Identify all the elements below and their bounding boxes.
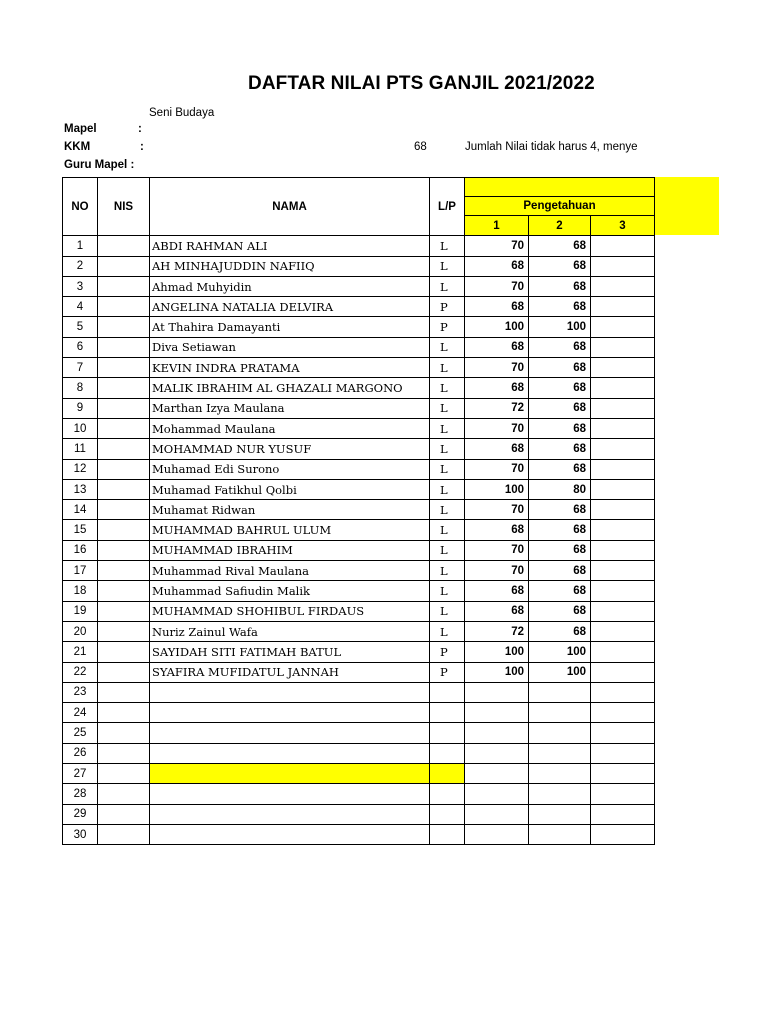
cell-score-2: 68 — [529, 358, 591, 378]
cell-nis — [98, 378, 150, 398]
cell-lp — [430, 723, 465, 743]
cell-score-2: 68 — [529, 459, 591, 479]
cell-lp — [430, 764, 465, 784]
table-row — [63, 398, 655, 418]
cell-score-2: 68 — [529, 581, 591, 601]
cell-score-2: 100 — [529, 642, 591, 662]
cell-no: 19 — [63, 601, 98, 621]
cell-lp: L — [430, 358, 465, 378]
cell-no: 15 — [63, 520, 98, 540]
cell-nis — [98, 784, 150, 804]
table-row — [63, 703, 655, 723]
cell-score-3 — [591, 398, 655, 418]
header-sub-1: 1 — [465, 216, 529, 236]
cell-lp — [430, 804, 465, 824]
cell-nis — [98, 236, 150, 256]
cell-score-2 — [529, 784, 591, 804]
cell-score-1: 100 — [465, 642, 529, 662]
header-row-top — [63, 178, 655, 197]
cell-no: 25 — [63, 723, 98, 743]
cell-lp — [430, 824, 465, 844]
cell-score-2: 68 — [529, 561, 591, 581]
cell-nis — [98, 682, 150, 702]
cell-no: 4 — [63, 297, 98, 317]
table-row — [63, 256, 655, 276]
header-lp: L/P — [430, 178, 465, 236]
cell-nama: MUHAMMAD SHOHIBUL FIRDAUS — [150, 601, 430, 621]
cell-score-3 — [591, 500, 655, 520]
cell-score-3 — [591, 703, 655, 723]
cell-score-3 — [591, 743, 655, 763]
cell-score-3 — [591, 439, 655, 459]
mapel-label: Mapel — [64, 123, 97, 135]
cell-no: 30 — [63, 824, 98, 844]
cell-no: 29 — [63, 804, 98, 824]
cell-score-1: 100 — [465, 479, 529, 499]
cell-score-3 — [591, 764, 655, 784]
grade-table — [62, 177, 655, 845]
table-row — [63, 601, 655, 621]
cell-nama: MOHAMMAD NUR YUSUF — [150, 439, 430, 459]
cell-score-2 — [529, 824, 591, 844]
cell-score-2 — [529, 703, 591, 723]
header-group-top — [465, 178, 655, 197]
cell-nis — [98, 398, 150, 418]
cell-score-3 — [591, 276, 655, 296]
cell-score-1: 70 — [465, 500, 529, 520]
cell-lp — [430, 743, 465, 763]
cell-score-1: 70 — [465, 459, 529, 479]
cell-score-2: 68 — [529, 540, 591, 560]
table-row — [63, 479, 655, 499]
table-row — [63, 764, 655, 784]
cell-score-2 — [529, 764, 591, 784]
cell-nis — [98, 581, 150, 601]
cell-score-1: 70 — [465, 561, 529, 581]
cell-nama — [150, 784, 430, 804]
cell-score-3 — [591, 824, 655, 844]
cell-no: 7 — [63, 358, 98, 378]
table-row — [63, 723, 655, 743]
table-row — [63, 378, 655, 398]
cell-lp: L — [430, 500, 465, 520]
cell-lp: L — [430, 439, 465, 459]
header-sub-2: 2 — [529, 216, 591, 236]
table-row — [63, 500, 655, 520]
cell-nama: ABDI RAHMAN ALI — [150, 236, 430, 256]
cell-nama: SYAFIRA MUFIDATUL JANNAH — [150, 662, 430, 682]
kkm-colon: : — [140, 141, 144, 153]
cell-no: 16 — [63, 540, 98, 560]
cell-lp: L — [430, 459, 465, 479]
cell-nis — [98, 256, 150, 276]
cell-lp: L — [430, 418, 465, 438]
cell-no: 22 — [63, 662, 98, 682]
cell-score-2: 68 — [529, 236, 591, 256]
table-row — [63, 581, 655, 601]
cell-score-2 — [529, 723, 591, 743]
cell-score-3 — [591, 561, 655, 581]
cell-score-2: 68 — [529, 601, 591, 621]
cell-lp: L — [430, 621, 465, 641]
cell-nama: AH MINHAJUDDIN NAFIIQ — [150, 256, 430, 276]
cell-score-1: 68 — [465, 378, 529, 398]
page-title: DAFTAR NILAI PTS GANJIL 2021/2022 — [248, 73, 595, 94]
cell-score-2 — [529, 682, 591, 702]
cell-score-2: 68 — [529, 337, 591, 357]
cell-nama: Muhamad Fatikhul Qolbi — [150, 479, 430, 499]
header-nis: NIS — [98, 178, 150, 236]
cell-score-1: 100 — [465, 317, 529, 337]
cell-nama: Ahmad Muhyidin — [150, 276, 430, 296]
cell-lp — [430, 784, 465, 804]
cell-nis — [98, 561, 150, 581]
cell-score-3 — [591, 297, 655, 317]
cell-score-1 — [465, 804, 529, 824]
cell-no: 12 — [63, 459, 98, 479]
cell-no: 13 — [63, 479, 98, 499]
cell-score-2: 68 — [529, 439, 591, 459]
cell-lp: L — [430, 601, 465, 621]
cell-lp — [430, 703, 465, 723]
table-row — [63, 358, 655, 378]
cell-no: 27 — [63, 764, 98, 784]
cell-score-2 — [529, 743, 591, 763]
cell-nis — [98, 703, 150, 723]
cell-nama — [150, 764, 430, 784]
cell-score-1: 70 — [465, 236, 529, 256]
cell-score-3 — [591, 520, 655, 540]
cell-nama: Nuriz Zainul Wafa — [150, 621, 430, 641]
cell-nis — [98, 297, 150, 317]
cell-no: 18 — [63, 581, 98, 601]
cell-no: 24 — [63, 703, 98, 723]
cell-nama: At Thahira Damayanti — [150, 317, 430, 337]
cell-lp: L — [430, 256, 465, 276]
table-row — [63, 682, 655, 702]
cell-nama: ANGELINA NATALIA DELVIRA — [150, 297, 430, 317]
cell-no: 9 — [63, 398, 98, 418]
cell-score-2: 68 — [529, 378, 591, 398]
cell-lp: L — [430, 337, 465, 357]
cell-score-3 — [591, 642, 655, 662]
cell-no: 26 — [63, 743, 98, 763]
cell-lp: L — [430, 520, 465, 540]
table-row — [63, 236, 655, 256]
cell-nis — [98, 479, 150, 499]
cell-score-1: 68 — [465, 581, 529, 601]
cell-score-1: 70 — [465, 358, 529, 378]
cell-nis — [98, 723, 150, 743]
cell-nis — [98, 337, 150, 357]
cell-score-3 — [591, 804, 655, 824]
table-row — [63, 561, 655, 581]
cell-nama: Mohammad Maulana — [150, 418, 430, 438]
cell-nama: MUHAMMAD IBRAHIM — [150, 540, 430, 560]
table-row — [63, 297, 655, 317]
cell-no: 28 — [63, 784, 98, 804]
cell-score-1 — [465, 703, 529, 723]
cell-score-3 — [591, 723, 655, 743]
cell-score-1: 70 — [465, 418, 529, 438]
cell-no: 11 — [63, 439, 98, 459]
header-no: NO — [63, 178, 98, 236]
cell-score-2: 100 — [529, 662, 591, 682]
cell-score-3 — [591, 337, 655, 357]
cell-score-2: 100 — [529, 317, 591, 337]
table-row — [63, 804, 655, 824]
cell-score-3 — [591, 621, 655, 641]
table-row — [63, 784, 655, 804]
cell-nama: Muhammad Rival Maulana — [150, 561, 430, 581]
cell-score-2: 68 — [529, 500, 591, 520]
cell-nis — [98, 743, 150, 763]
cell-score-3 — [591, 236, 655, 256]
cell-score-3 — [591, 662, 655, 682]
cell-score-3 — [591, 682, 655, 702]
cell-score-2: 68 — [529, 297, 591, 317]
table-row — [63, 824, 655, 844]
cell-no: 10 — [63, 418, 98, 438]
cell-lp: P — [430, 642, 465, 662]
cell-nama — [150, 743, 430, 763]
cell-nis — [98, 317, 150, 337]
cell-score-2: 68 — [529, 621, 591, 641]
cell-score-3 — [591, 459, 655, 479]
cell-score-3 — [591, 540, 655, 560]
table-row — [63, 540, 655, 560]
cell-lp: L — [430, 276, 465, 296]
cell-nama — [150, 824, 430, 844]
cell-nama: Marthan Izya Maulana — [150, 398, 430, 418]
cell-nis — [98, 824, 150, 844]
cell-score-2: 68 — [529, 398, 591, 418]
cell-nama — [150, 703, 430, 723]
table-row — [63, 418, 655, 438]
cell-score-3 — [591, 256, 655, 276]
cell-lp: L — [430, 398, 465, 418]
cell-nis — [98, 459, 150, 479]
cell-no: 21 — [63, 642, 98, 662]
cell-lp — [430, 682, 465, 702]
cell-nis — [98, 621, 150, 641]
cell-score-1: 68 — [465, 337, 529, 357]
cell-no: 20 — [63, 621, 98, 641]
cell-nama: Muhamat Ridwan — [150, 500, 430, 520]
cell-no: 5 — [63, 317, 98, 337]
cell-nama: Muhamad Edi Surono — [150, 459, 430, 479]
table-row — [63, 743, 655, 763]
table-row — [63, 621, 655, 641]
cell-score-1 — [465, 784, 529, 804]
cell-no: 3 — [63, 276, 98, 296]
cell-lp: P — [430, 317, 465, 337]
cell-nama: MUHAMMAD BAHRUL ULUM — [150, 520, 430, 540]
cell-score-2: 68 — [529, 520, 591, 540]
cell-score-1: 70 — [465, 276, 529, 296]
cell-lp: P — [430, 297, 465, 317]
cell-no: 1 — [63, 236, 98, 256]
cell-nis — [98, 662, 150, 682]
cell-nis — [98, 520, 150, 540]
cell-nis — [98, 500, 150, 520]
cell-score-3 — [591, 581, 655, 601]
cell-score-3 — [591, 378, 655, 398]
cell-nis — [98, 804, 150, 824]
table-row — [63, 337, 655, 357]
cell-nama — [150, 804, 430, 824]
kkm-note: Jumlah Nilai tidak harus 4, menye — [465, 141, 638, 153]
mapel-colon: : — [138, 123, 142, 135]
cell-score-2: 68 — [529, 256, 591, 276]
cell-score-1 — [465, 743, 529, 763]
cell-score-1 — [465, 682, 529, 702]
cell-score-1: 72 — [465, 398, 529, 418]
cell-nis — [98, 358, 150, 378]
table-row — [63, 276, 655, 296]
cell-nis — [98, 439, 150, 459]
cell-score-1 — [465, 764, 529, 784]
table-row — [63, 642, 655, 662]
cell-nis — [98, 418, 150, 438]
cell-lp: L — [430, 561, 465, 581]
cell-score-3 — [591, 317, 655, 337]
cell-lp: L — [430, 581, 465, 601]
cell-score-3 — [591, 479, 655, 499]
cell-nis — [98, 601, 150, 621]
cell-nis — [98, 764, 150, 784]
cell-score-3 — [591, 784, 655, 804]
table-row — [63, 459, 655, 479]
cell-nis — [98, 276, 150, 296]
cell-nama — [150, 723, 430, 743]
cell-nama: MALIK IBRAHIM AL GHAZALI MARGONO — [150, 378, 430, 398]
cell-lp: L — [430, 378, 465, 398]
cell-lp: P — [430, 662, 465, 682]
cell-score-1: 68 — [465, 297, 529, 317]
header-pengetahuan: Pengetahuan — [465, 197, 655, 216]
cell-nama — [150, 682, 430, 702]
cell-score-1 — [465, 723, 529, 743]
header-sub-3: 3 — [591, 216, 655, 236]
cell-score-1: 72 — [465, 621, 529, 641]
cell-score-2: 68 — [529, 418, 591, 438]
cell-no: 17 — [63, 561, 98, 581]
cell-score-1: 68 — [465, 601, 529, 621]
cell-nama: KEVIN INDRA PRATAMA — [150, 358, 430, 378]
cell-score-1: 68 — [465, 439, 529, 459]
cell-no: 6 — [63, 337, 98, 357]
cell-lp: L — [430, 479, 465, 499]
cell-nama: SAYIDAH SITI FATIMAH BATUL — [150, 642, 430, 662]
cell-score-2: 68 — [529, 276, 591, 296]
cell-score-1: 70 — [465, 540, 529, 560]
table-row — [63, 439, 655, 459]
cell-lp: L — [430, 236, 465, 256]
cell-no: 2 — [63, 256, 98, 276]
cell-score-3 — [591, 601, 655, 621]
cell-no: 23 — [63, 682, 98, 702]
kkm-label: KKM — [64, 141, 91, 153]
cell-score-1: 100 — [465, 662, 529, 682]
cell-nis — [98, 642, 150, 662]
cell-score-3 — [591, 358, 655, 378]
cell-score-3 — [591, 418, 655, 438]
guru-label: Guru Mapel : — [64, 159, 135, 171]
cell-lp: L — [430, 540, 465, 560]
kkm-value: 68 — [414, 141, 427, 153]
cell-score-2 — [529, 804, 591, 824]
table-row — [63, 317, 655, 337]
table-row — [63, 520, 655, 540]
header-nama: NAMA — [150, 178, 430, 236]
cell-score-1: 68 — [465, 256, 529, 276]
cell-nis — [98, 540, 150, 560]
cell-score-1 — [465, 824, 529, 844]
cell-no: 8 — [63, 378, 98, 398]
subject-value: Seni Budaya — [149, 107, 215, 119]
table-row — [63, 662, 655, 682]
cell-score-1: 68 — [465, 520, 529, 540]
cell-no: 14 — [63, 500, 98, 520]
cell-score-2: 80 — [529, 479, 591, 499]
cell-nama: Muhammad Safiudin Malik — [150, 581, 430, 601]
cell-nama: Diva Setiawan — [150, 337, 430, 357]
